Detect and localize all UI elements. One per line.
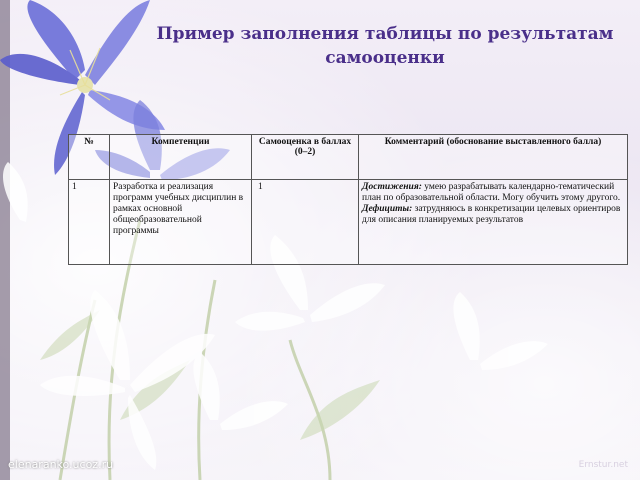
table-row <box>69 180 628 265</box>
site-watermark-2: Ernstur.net <box>578 460 628 470</box>
header-score: Самооценка в баллах (0–2) <box>252 135 359 180</box>
deficits-text: затрудняюсь в конкретизации целевых ориентиров для описания планируемых результатов <box>362 204 621 225</box>
page-title: Пример заполнения таблицы по результатам самооценки <box>156 24 614 68</box>
header-competence: Компетенции <box>110 135 252 180</box>
deficits-label: Дефициты: <box>362 204 413 214</box>
cell-comment <box>359 180 628 265</box>
table-header-row <box>69 135 628 180</box>
achievements-label: Достижения: <box>362 182 422 192</box>
cell-competence: Разработка и реализация программ учебных дисциплин в рамках основной общеобразовательной программы <box>110 180 252 265</box>
self-assessment-table <box>68 134 628 265</box>
cell-score: 1 <box>252 180 359 265</box>
site-watermark: elenaranko.ucoz.ru <box>8 458 114 471</box>
header-num: № <box>69 135 110 180</box>
header-comment: Комментарий (обоснование выставленного балла) <box>359 135 628 180</box>
cell-num: 1 <box>69 180 110 265</box>
achievements-text: умею разрабатывать календарно-тематический план по образовательной области. Могу обучить этому другого. <box>362 182 621 203</box>
